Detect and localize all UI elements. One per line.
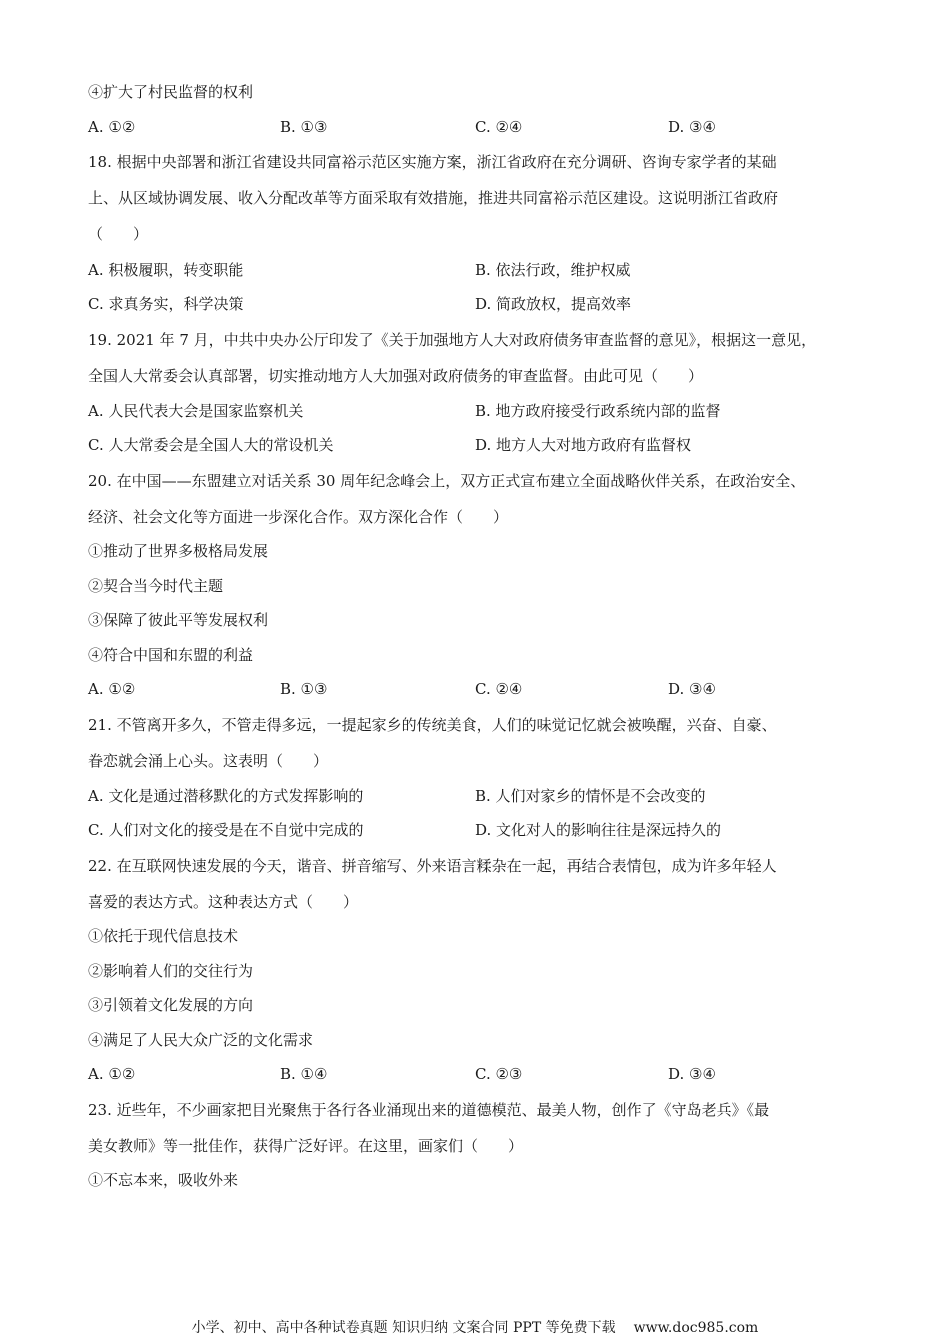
page-footer (0, 1318, 950, 1338)
question-18-blank: （ ） (88, 225, 149, 243)
option-c[interactable]: C. 人大常委会是全国人大的常设机关 (88, 436, 334, 454)
option-b[interactable]: B. 依法行政，维护权威 (475, 261, 631, 279)
question-19-text: 全国人大常委会认真部署，切实推动地方人大加强对政府债务的审查监督。由此可见（ ） (88, 367, 704, 385)
question-19-text: 19. 2021 年 7 月，中共中央办公厅印发了《关于加强地方人大对政府债务审查监督的意见》，根据这一意见， (88, 331, 817, 349)
footer-text: 小学、初中、高中各种试卷真题 知识归纳 文案合同 PPT 等免费下载 (191, 1320, 616, 1336)
question-20-text: 20. 在中国——东盟建立对话关系 30 周年纪念峰会上，双方正式宣布建立全面战略伙伴关系，在政治安全、 (88, 472, 806, 490)
statement-4: ④扩大了村民监督的权利 (88, 83, 254, 101)
statement-3: ③引领着文化发展的方向 (88, 996, 254, 1014)
option-d[interactable]: D. ③④ (668, 680, 716, 698)
option-b[interactable]: B. ①③ (280, 680, 328, 698)
question-18-text: 18. 根据中央部署和浙江省建设共同富裕示范区实施方案，浙江省政府在充分调研、咨询专家学者的某础 (88, 153, 777, 171)
option-d[interactable]: D. 简政放权，提高效率 (475, 295, 632, 313)
question-23-text: 美女教师》等一批佳作，获得广泛好评。在这里，画家们（ ） (88, 1137, 524, 1155)
option-d[interactable]: D. ③④ (668, 118, 716, 136)
question-18-text: 上、从区域协调发展、收入分配改革等方面采取有效措施，推进共同富裕示范区建设。这说明浙江省政府 (88, 189, 779, 207)
question-22-text: 喜爱的表达方式。这种表达方式（ ） (88, 893, 359, 911)
option-b[interactable]: B. 地方政府接受行政系统内部的监督 (475, 402, 721, 420)
option-a[interactable]: A. 积极履职，转变职能 (88, 261, 244, 279)
option-c[interactable]: C. 求真务实，科学决策 (88, 295, 244, 313)
option-c[interactable]: C. ②④ (475, 680, 523, 698)
option-d[interactable]: D. 文化对人的影响往往是深远持久的 (475, 821, 722, 839)
option-a[interactable]: A. ①② (88, 680, 136, 698)
statement-1: ①推动了世界多极格局发展 (88, 542, 269, 560)
statement-4: ④符合中国和东盟的利益 (88, 646, 254, 664)
statement-2: ②契合当今时代主题 (88, 577, 224, 595)
option-c[interactable]: C. ②③ (475, 1065, 523, 1083)
question-20-text: 经济、社会文化等方面进一步深化合作。双方深化合作（ ） (88, 508, 509, 526)
question-21-text: 眷恋就会涌上心头。这表明（ ） (88, 752, 329, 770)
option-d[interactable]: D. 地方人大对地方政府有监督权 (475, 436, 692, 454)
option-d[interactable]: D. ③④ (668, 1065, 716, 1083)
question-21-text: 21. 不管离开多久，不管走得多远，一提起家乡的传统美食，人们的味觉记忆就会被唤醒，兴奋、自豪、 (88, 716, 777, 734)
statement-1: ①不忘本来，吸收外来 (88, 1171, 239, 1189)
option-b[interactable]: B. 人们对家乡的情怀是不会改变的 (475, 787, 706, 805)
option-a[interactable]: A. 文化是通过潜移默化的方式发挥影响的 (88, 787, 364, 805)
option-a[interactable]: A. 人民代表大会是国家监察机关 (88, 402, 304, 420)
option-a[interactable]: A. ①② (88, 1065, 136, 1083)
statement-4: ④满足了人民大众广泛的文化需求 (88, 1031, 314, 1049)
statement-1: ①依托于现代信息技术 (88, 927, 239, 945)
option-b[interactable]: B. ①④ (280, 1065, 328, 1083)
question-23-text: 23. 近些年，不少画家把目光聚焦于各行各业涌现出来的道德模范、最美人物，创作了《守岛老兵》《最 (88, 1101, 770, 1119)
option-b[interactable]: B. ①③ (280, 118, 328, 136)
option-c[interactable]: C. 人们对文化的接受是在不自觉中完成的 (88, 821, 364, 839)
question-22-text: 22. 在互联网快速发展的今天，谐音、拼音缩写、外来语言糅杂在一起，再结合表情包，成为许多年轻人 (88, 857, 777, 875)
footer-link[interactable]: www.doc985.com (633, 1320, 759, 1336)
option-a[interactable]: A. ①② (88, 118, 136, 136)
option-c[interactable]: C. ②④ (475, 118, 523, 136)
statement-3: ③保障了彼此平等发展权利 (88, 611, 269, 629)
statement-2: ②影响着人们的交往行为 (88, 962, 254, 980)
